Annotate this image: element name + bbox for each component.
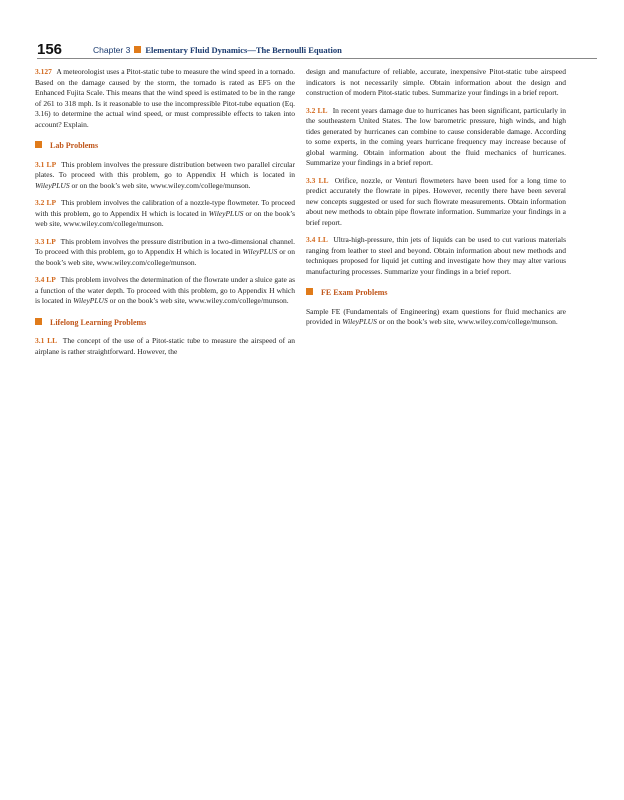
problem-text: Orifice, nozzle, or Venturi flowmeters have been used for a long time to predict accurately the flowrate in pipes. However, recently there have been several new concepts suggested or used for such flowrate measurements. Obtain information about new methods to obtain pipe flowrate information. Summarize your findings in a brief report. [306, 175, 567, 227]
fe-exam-text: Sample FE (Fundamentals of Engineering) exam questions for fluid mechanics are provided in WileyPLUS or on the book’s web site, www.wiley.com/college/munson. [306, 306, 566, 326]
problem-text: In recent years damage due to hurricanes has been significant, particularly in the southeastern United States. The low barometric pressure, high winds, and high tides generated by hurricanes can combine to cause considerable damage. According to some experts, in the coming years hurricane frequency may increase because of global warming. Obtain information about the fluid mechanics of hurricanes. Summarize your findings in a brief report. [306, 105, 566, 167]
chapter-label: Chapter 3 [93, 45, 131, 55]
problem-3-4-lp: 3.4 LP This problem involves the determination of the flowrate under a sluice gate as a function of the water depth. To proceed with this problem, go to Appendix H which is located in WileyPLUS or on the book’s web site, www.wiley.com/college/munson. [35, 275, 295, 305]
orange-square-icon [134, 46, 141, 53]
problem-number: 3.3 LP [35, 236, 56, 246]
lab-problems-heading: Lab Problems [35, 141, 295, 152]
problem-3-1-lp: 3.1 LP This problem involves the pressure distribution between two parallel circular plates. To proceed with this problem, go to Appendix H which is located in WileyPLUS or on the book’s web site, www.wiley.com/college/munson. [35, 159, 295, 190]
problem-text: The concept of the use of a Pitot-static tube to measure the airspeed of an airplane is rather straightforward. However, the [35, 336, 295, 356]
problem-3-3-ll [306, 176, 566, 229]
problem-text: Ultra-high-pressure, thin jets of liquids can be used to cut various materials ranging from leather to steel and beyond. Obtain information about new methods and techniques proposed for liquid jet cutting and investigate how they may alter various manufacturing processes. Summarize your findings in a brief report. [306, 235, 567, 276]
problem-number: 3.4 LL [306, 235, 328, 244]
orange-square-icon [35, 141, 42, 148]
problem-3-2-ll [306, 106, 566, 169]
problem-3-127 [35, 67, 295, 130]
orange-square-icon [35, 318, 42, 325]
orange-square-icon [306, 288, 313, 295]
problem-3-4-ll [306, 235, 566, 277]
problem-number: 3.2 LP [35, 198, 57, 207]
problem-number: 3.1 LL [35, 336, 58, 345]
problem-number: 3.127 [35, 67, 52, 76]
chapter-title: Elementary Fluid Dynamics—The Bernoulli Equation [145, 45, 342, 55]
fe-exam-heading: FE Exam Problems [306, 288, 566, 299]
left-column [35, 67, 295, 364]
problem-number: 3.2 LL [306, 105, 328, 115]
problem-number: 3.3 LL [306, 175, 329, 185]
running-head [93, 45, 342, 55]
problem-number: 3.1 LP [35, 159, 57, 169]
problem-text: A meteorologist uses a Pitot-static tube to measure the wind speed in a tornado. Based on the damage caused by the storm, the tornado is rated as EF5 on the Enhanced Fujita Scale. This means that the wind speed is estimated to be in the range of 261 to 318 mph. Is it reasonable to use the incompressible Pitot-tube equation (Eq. 3.16) to determine the actual wind speed, or must compressible effects to taken into account? Explain. [35, 67, 295, 129]
header-rule [37, 58, 597, 59]
problem-3-1-ll-continued: design and manufacture of reliable, accurate, inexpensive Pitot-static tube airspeed indicators is not necessarily simple. Obtain information about the design and construction of modern Pitot-static tubes. Summarize your findings in a brief report. [306, 67, 566, 97]
problem-3-1-ll [35, 336, 295, 357]
right-column [306, 67, 566, 335]
lifelong-learning-heading: Lifelong Learning Problems [35, 318, 295, 329]
problem-3-3-lp: 3.3 LP This problem involves the pressure distribution in a two-dimensional channel. To proceed with this problem, go to Appendix H which is located in WileyPLUS or on the book’s web site, www.wiley.com/college/munson. [35, 236, 296, 267]
problem-number: 3.4 LP [35, 275, 56, 284]
page-number: 156 [37, 41, 63, 58]
problem-3-2-lp: 3.2 LP This problem involves the calibration of a nozzle-type flowmeter. To proceed with this problem, go to Appendix H which is located in WileyPLUS or on the book’s web site, www.wiley.com/college/munson. [35, 198, 296, 228]
